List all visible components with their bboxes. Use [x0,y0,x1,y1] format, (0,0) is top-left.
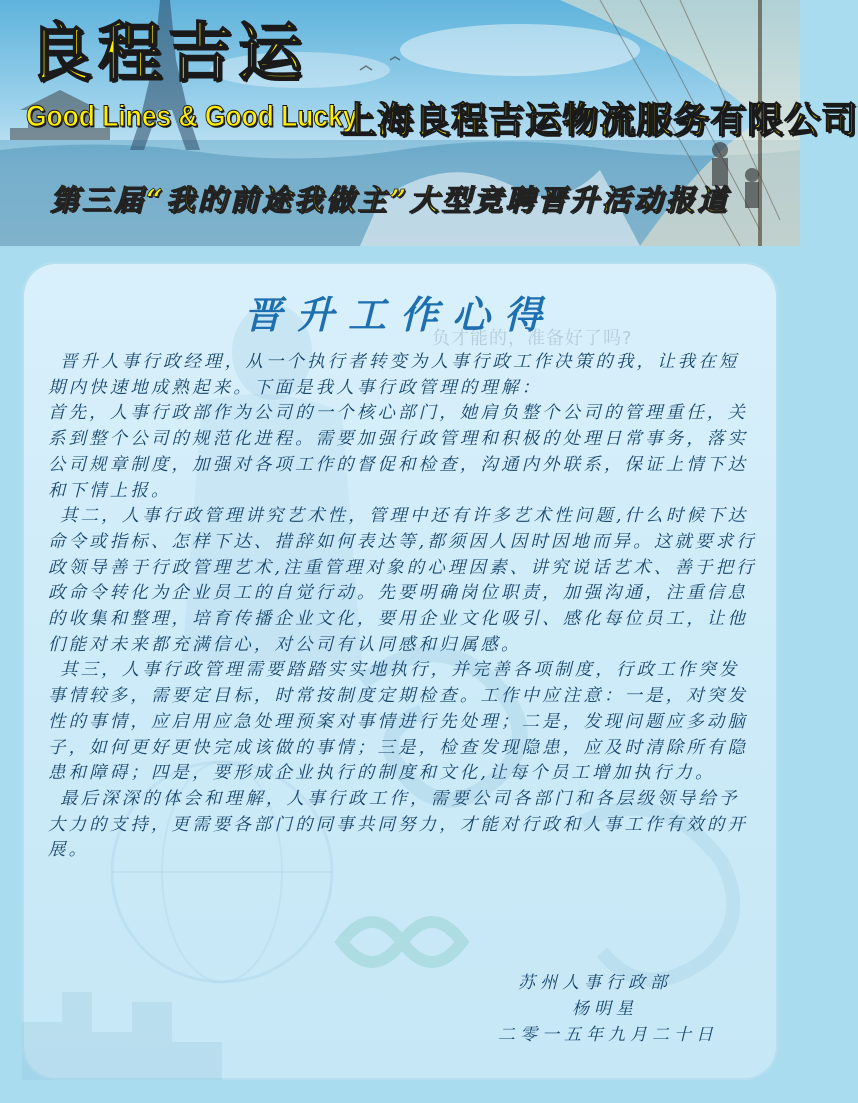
paragraph-intro: 晋升人事行政经理，从一个执行者转变为人事行政工作决策的我，让我在短期内快速地成熟起来。下面是我人事行政管理的理解： [48,352,740,398]
paragraph-third: 其三，人事行政管理需要踏踏实实地执行，并完善各项制度，行政工作突发事情较多，需要定目标，时常按制度定期检查。工作中应注意：一是，对突发性的事情，应启用应急处理预案对事情进行先处理；二是，发现问题应多动脑子，如何更好更快完成该做的事情；三是，检查发现隐患，应及时清除所有隐患和障碍；四是，要形成企业执行的制度和文化,让每个员工增加执行力。 [48,660,749,784]
brand-logo-chinese: 良程吉运 [28,17,308,91]
signature-block [498,970,748,1048]
brand-logo-english: Good Lines & Good Lucky [26,100,358,133]
company-name: 上海良程吉运物流服务有限公司 [340,100,858,141]
paragraph-final: 最后深深的体会和理解，人事行政工作，需要公司各部门和各层级领导给予大力的支持，更需要各部门的同事共同努力，才能对行政和人事工作有效的开展。 [48,788,749,861]
signature-date: 二零一五年九月二十日 [498,1025,718,1045]
header-banner [0,0,858,246]
paragraph-first: 首先，人事行政部作为公司的一个核心部门，她肩负整个公司的管理重任，关系到整个公司的规范化进程。需要加强行政管理和积极的处理日常事务，落实公司规章制度，加强对各项工作的督促和检查，沟通内外联系，保证上情下达和下情上报。 [48,403,749,501]
background-watermark-text: 负才能的，准备好了吗? [432,328,633,349]
signature-name: 杨明星 [572,999,638,1019]
article-panel [22,262,778,1080]
signature-department: 苏州人事行政部 [518,973,672,993]
article-title: 晋升工作心得 [243,292,556,337]
banner-subtitle: 第三届“我的前途我做主”大型竞聘晋升活动报道 [50,183,730,217]
article-body [48,350,760,864]
paragraph-second: 其二，人事行政管理讲究艺术性，管理中还有许多艺术性问题,什么时候下达命令或指标、怎样下达、措辞如何表达等,都须因人因时因地而异。这就要求行政领导善于行政管理艺术,注重管理对象的心理因素、讲究说话艺术、善于把行政命令转化为企业员工的自觉行动。先要明确岗位职责，加强沟通，注重信息的收集和整理，培育传播企业文化，要用企业文化吸引、感化每位员工，让他们能对未来都充满信心，对公司有认同感和归属感。 [48,506,757,655]
